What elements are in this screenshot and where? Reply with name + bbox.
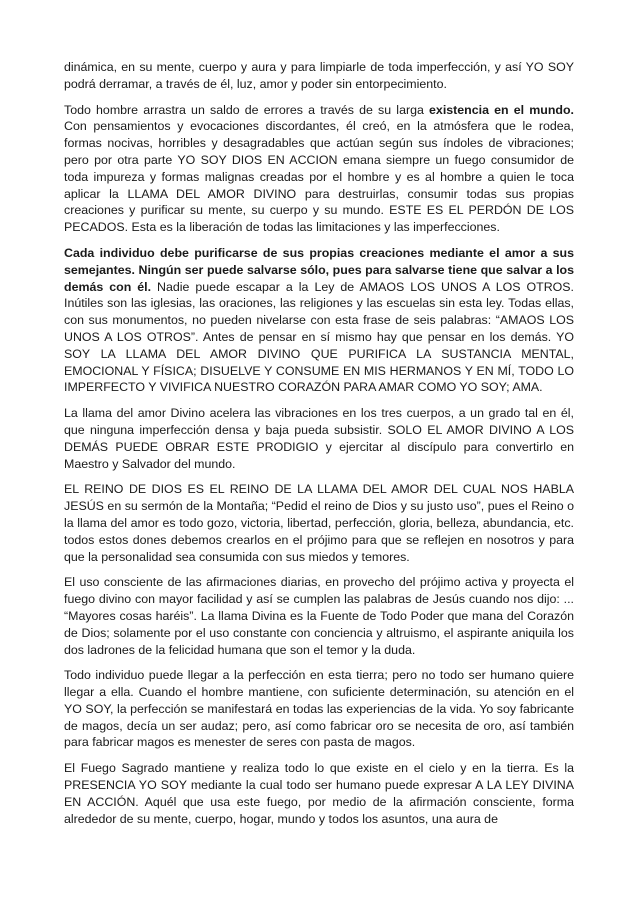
paragraph-1: dinámica, en su mente, cuerpo y aura y para limpiarle de toda imperfección, y así YO SOY podrá derramar, a través de él, luz, amor y poder sin entorpecimiento. [64,60,574,91]
paragraph-2-bold: existencia en el mundo. [429,102,574,117]
document-page [64,59,574,836]
paragraph-3-text: Nadie puede escapar a la Ley de AMAOS LOS UNOS A LOS OTROS. Inútiles son las iglesias, las oraciones, las religiones y las escuelas sin esta ley. Todas ellas, con sus monumentos, no pueden nivelarse con esta frase de seis palabras: “AMAOS LOS UNOS A LOS OTROS”. Antes de pensar en sí mismo hay que pensar en los demás. YO SOY LA LLAMA DEL AMOR DIVINO QUE PURIFICA LA SUSTANCIA MENTAL, EMOCIONAL Y FÍSICA; DISUELVE Y CONSUME EN MIS HERMANOS Y EN MÍ, TODO LO IMPERFECTO Y VIVIFICA NUESTRO CORAZÓN PARA AMAR COMO YO SOY; AMA. [64,279,574,395]
paragraph-5: EL REINO DE DIOS ES EL REINO DE LA LLAMA DEL AMOR DEL CUAL NOS HABLA JESÚS en su sermón de la Montaña; “Pedid el reino de Dios y su justo uso”, pues el Reino o la llama del amor es todo gozo, victoria, libertad, perfección, gloria, belleza, abundancia, etc. todos estos dones debemos crearlos en el prójimo para que se reflejen en nosotros y para que la personalidad sea consumida con sus miedos y temores. [64,482,574,564]
paragraph-3-bold: Cada individuo debe purificarse de sus propias creaciones mediante el amor a sus semejantes. Ningún ser puede salvarse sólo, pues para salvarse tiene que salvar a los demás con él. [64,245,574,294]
paragraph-8: El Fuego Sagrado mantiene y realiza todo lo que existe en el cielo y en la tierra. Es la PRESENCIA YO SOY mediante la cual todo ser humano puede expresar A LA LEY DIVINA EN ACCIÓN. Aquél que usa este fuego, por medio de la afirmación consciente, forma alrededor de su mente, cuerpo, hogar, mundo y todos los asuntos, una aura de [64,761,574,826]
paragraph-6: El uso consciente de las afirmaciones diarias, en provecho del prójimo activa y proyecta el fuego divino con mayor facilidad y así se cumplen las palabras de Jesús cuando nos dijo: ... “Mayores cosas haréis”. La llama Divina es la Fuente de Todo Poder que mana del Corazón de Dios; solamente por el uso constante con conciencia y altruismo, el aspirante aniquila los dos ladrones de la felicidad humana que son el temor y la duda. [64,575,574,657]
paragraph-2-text-c: Con pensamientos y evocaciones discordantes, él creó, en la atmósfera que le rodea, formas nocivas, horribles y desagradables que actúan según sus índoles de vibraciones; pero por otra parte YO SOY DIOS EN ACCION emana siempre un fuego consumidor de toda impureza y formas malignas creadas por el hombre y es al hombre a quien le toca aplicar la LLAMA DEL AMOR DIVINO para destruirlas, consumir todas sus propias creaciones y purificar su mente, su cuerpo y su mundo. ESTE ES EL PERDÓN DE LOS PECADOS. Esta es la liberación de todas las limitaciones y las imperfecciones. [64,119,574,235]
paragraph-2-text-a: Todo hombre arrastra un saldo de errores a través de su larga [64,102,430,117]
paragraph-3 [64,245,574,396]
paragraph-7: Todo individuo puede llegar a la perfección en esta tierra; pero no todo ser humano quiere llegar a ella. Cuando el hombre mantiene, con suficiente determinación, su atención en el YO SOY, la perfección se manifestará en todas las experiencias de la vida. Yo soy fabricante de magos, decía un ser audaz; pero, así como fabricar oro se necesita de oro, así también para fabricar magos es menester de seres con pasta de magos. [64,668,574,750]
paragraph-2 [64,102,574,236]
paragraph-4: La llama del amor Divino acelera las vibraciones en los tres cuerpos, a un grado tal en él, que ninguna imperfección densa y baja pueda subsistir. SOLO EL AMOR DIVINO A LOS DEMÁS PUEDE OBRAR ESTE PRODIGIO y ejercitar al discípulo para convertirlo en Maestro y Salvador del mundo. [64,406,574,471]
